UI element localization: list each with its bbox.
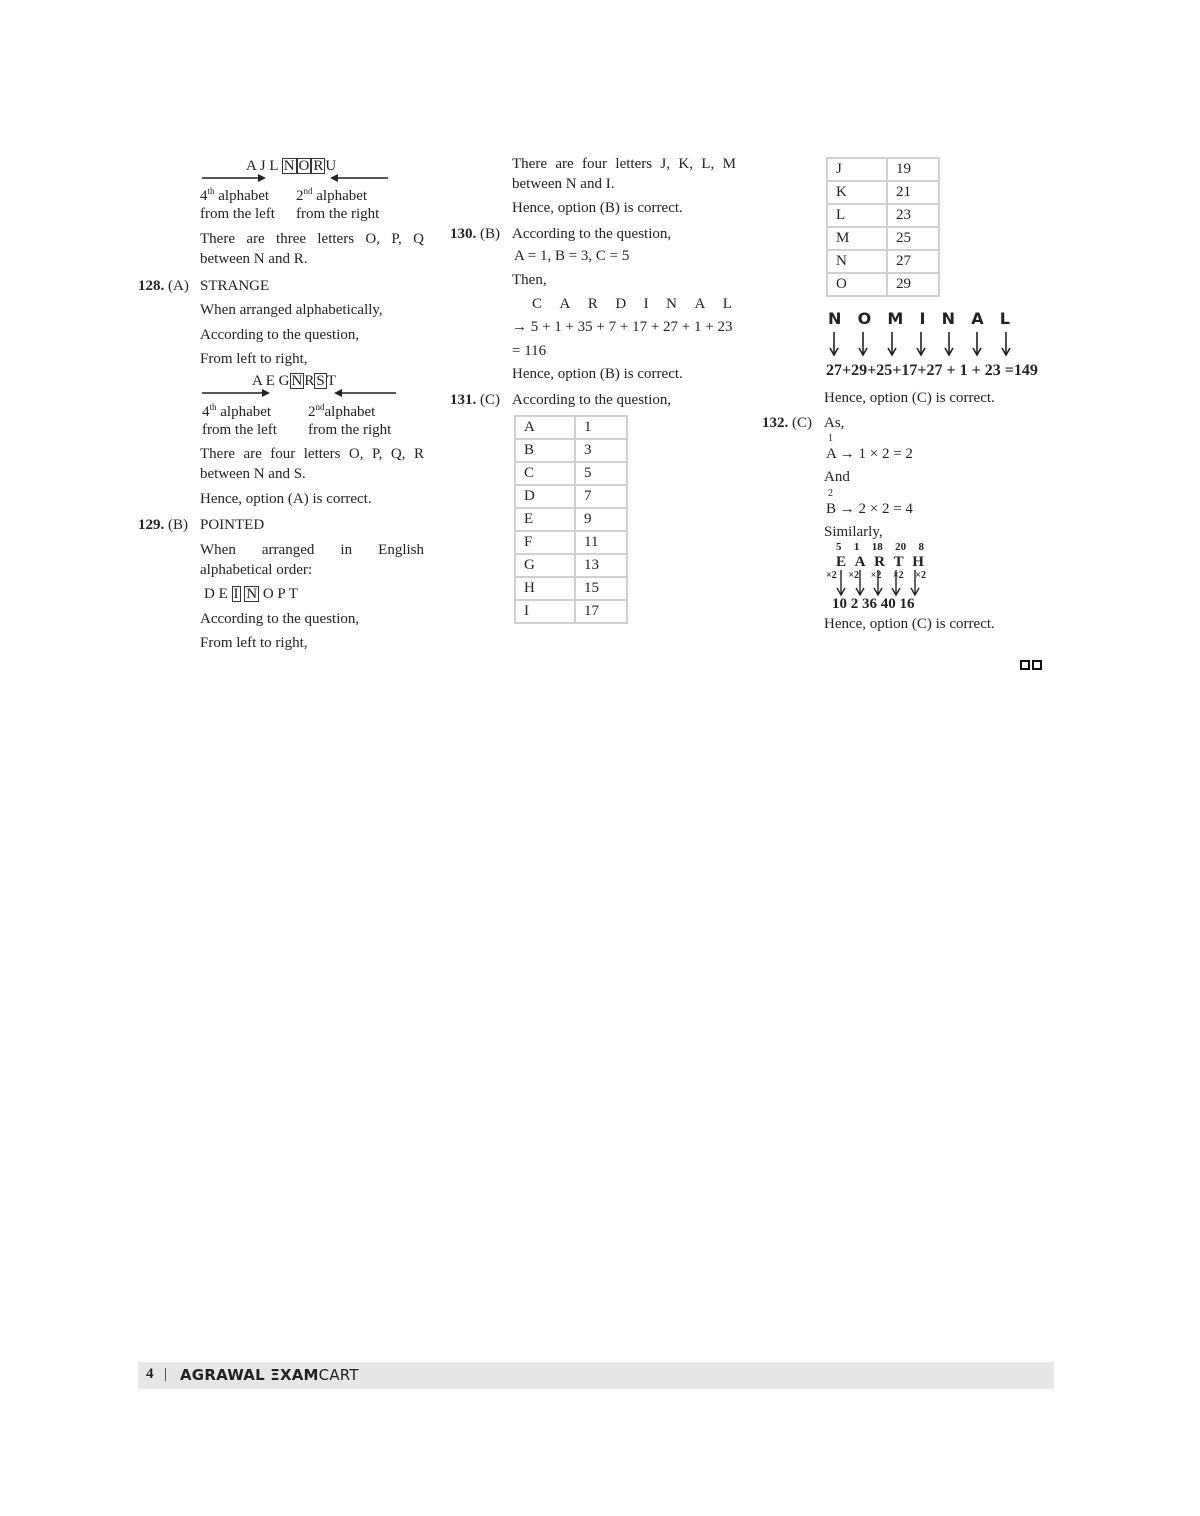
paragraph: There are four letters O, P, Q, R [200, 446, 424, 462]
boxed-letter: R [313, 158, 324, 174]
paragraph: between N and I. [512, 176, 615, 192]
table-row [515, 416, 627, 439]
letter-value-table-1 [514, 415, 628, 624]
superscript: 1 [828, 433, 833, 444]
answer-word: POINTED [200, 517, 265, 533]
paragraph: From left to right, [200, 635, 308, 651]
table-row [827, 181, 939, 204]
earth-letters: E A R T H [836, 554, 924, 570]
table-row [827, 158, 939, 181]
letter-cell: F [515, 531, 575, 554]
cardinal-letters: C A R D I N A L [532, 296, 732, 312]
boxed-letter: N [291, 373, 303, 389]
letter-cell: C [515, 462, 575, 485]
paragraph: Hence, option (C) is correct. [824, 616, 995, 632]
value-cell: 19 [887, 158, 939, 181]
table-row [515, 462, 627, 485]
letter-sequence-3: D E I N O P T [204, 586, 298, 602]
paragraph: When arranged in English [200, 542, 424, 558]
nominal-sum: 27+29+25+17+27 + 1 + 23 =149 [826, 362, 1038, 379]
paragraph: And [824, 469, 850, 485]
end-mark-icon [1020, 658, 1044, 675]
question-132: 132. (C) [762, 415, 812, 431]
value-cell: 17 [575, 600, 627, 623]
paragraph: between N and S. [200, 466, 306, 482]
superscript: 2 [828, 488, 833, 499]
table-row [827, 204, 939, 227]
letter-sequence-1: A J L N O R U [246, 158, 337, 174]
letter-cell: H [515, 577, 575, 600]
paragraph: Hence, option (A) is correct. [200, 491, 372, 507]
letter-cell: B [515, 439, 575, 462]
paragraph: Hence, option (B) is correct. [512, 366, 683, 382]
value-cell: 3 [575, 439, 627, 462]
boxed-letter: N [283, 158, 295, 174]
earth-results: 10 2 36 40 16 [832, 596, 915, 612]
paragraph: From left to right, [200, 351, 308, 367]
boxed-letter: I [233, 586, 239, 602]
value-cell: 27 [887, 250, 939, 273]
paragraph: There are three letters O, P, Q [200, 231, 424, 247]
value-cell: 25 [887, 227, 939, 250]
boxed-letter: S [316, 373, 325, 389]
question-129: 129. (B) [138, 517, 188, 533]
letter-cell: E [515, 508, 575, 531]
value-cell: 15 [575, 577, 627, 600]
paragraph: between N and R. [200, 251, 308, 267]
cardinal-sum: → 5 + 1 + 35 + 7 + 17 + 27 + 1 + 23 [512, 319, 733, 335]
table-row [515, 485, 627, 508]
left-label-1: 4th alphabet from the left [200, 186, 275, 222]
paragraph: Similarly, [824, 524, 883, 540]
question-128: 128. (A) [138, 278, 189, 294]
equation-b: B → 2 × 2 = 4 [826, 501, 913, 517]
value-cell: 1 [575, 416, 627, 439]
table-row [827, 273, 939, 296]
letter-cell: L [827, 204, 887, 227]
value-cell: 13 [575, 554, 627, 577]
letter-cell: G [515, 554, 575, 577]
table-row [515, 554, 627, 577]
paragraph: According to the question, [200, 611, 360, 627]
value-cell: 29 [887, 273, 939, 296]
letter-sequence-2: A E G N R S T [252, 373, 336, 389]
answer-word: STRANGE [200, 278, 270, 294]
paragraph: When arranged alphabetically, [200, 302, 383, 318]
paragraph: According to the question, [512, 392, 672, 408]
table-row [515, 439, 627, 462]
boxed-letter: N [246, 586, 258, 602]
right-label-1: 2nd alphabet from the right [296, 186, 380, 222]
earth-arrows [826, 568, 926, 598]
nominal-letters: N O M I N A L [828, 309, 1010, 328]
brand-logo: AGRAWAL ΞXAMCART [180, 1366, 359, 1384]
value-cell: 9 [575, 508, 627, 531]
letter-cell: D [515, 485, 575, 508]
paragraph: As, [824, 415, 845, 431]
page-number: 4 [146, 1366, 154, 1382]
paragraph: alphabetical order: [200, 562, 313, 578]
paragraph: Hence, option (B) is correct. [512, 200, 683, 216]
letter-cell: O [827, 273, 887, 296]
table-row [515, 600, 627, 623]
value-cell: 7 [575, 485, 627, 508]
left-label-2: 4th alphabet from the left [202, 402, 277, 438]
letter-cell: J [827, 158, 887, 181]
question-130: 130. (B) [450, 226, 500, 242]
table-row [515, 508, 627, 531]
table-row [827, 227, 939, 250]
letter-cell: I [515, 600, 575, 623]
right-label-2: 2ndalphabet from the right [308, 402, 392, 438]
letter-cell: M [827, 227, 887, 250]
value-cell: 21 [887, 181, 939, 204]
boxed-letter: O [298, 158, 310, 174]
paragraph: According to the question, [200, 327, 360, 343]
equation-a: A → 1 × 2 = 2 [826, 446, 913, 462]
page-footer [138, 1362, 1054, 1389]
paragraph: Then, [512, 272, 547, 288]
table-row [827, 250, 939, 273]
footer-separator: | [164, 1366, 168, 1382]
question-131: 131. (C) [450, 392, 500, 408]
paragraph: Hence, option (C) is correct. [824, 390, 995, 406]
table-row [515, 531, 627, 554]
value-cell: 5 [575, 462, 627, 485]
value-cell: 23 [887, 204, 939, 227]
letter-cell: A [515, 416, 575, 439]
paragraph: A = 1, B = 3, C = 5 [514, 248, 630, 264]
paragraph: According to the question, [512, 226, 672, 242]
letter-value-table-2 [826, 157, 940, 297]
paragraph: There are four letters J, K, L, M [512, 156, 736, 172]
letter-cell: K [827, 181, 887, 204]
table-row [515, 577, 627, 600]
earth-values: 5 1 18 20 8 [836, 541, 924, 553]
value-cell: 11 [575, 531, 627, 554]
letter-cell: N [827, 250, 887, 273]
earth-multipliers: ×2 ×2 ×2 ×2 ×2 [826, 570, 926, 581]
nominal-arrows [824, 330, 1014, 360]
cardinal-total: = 116 [512, 343, 547, 359]
